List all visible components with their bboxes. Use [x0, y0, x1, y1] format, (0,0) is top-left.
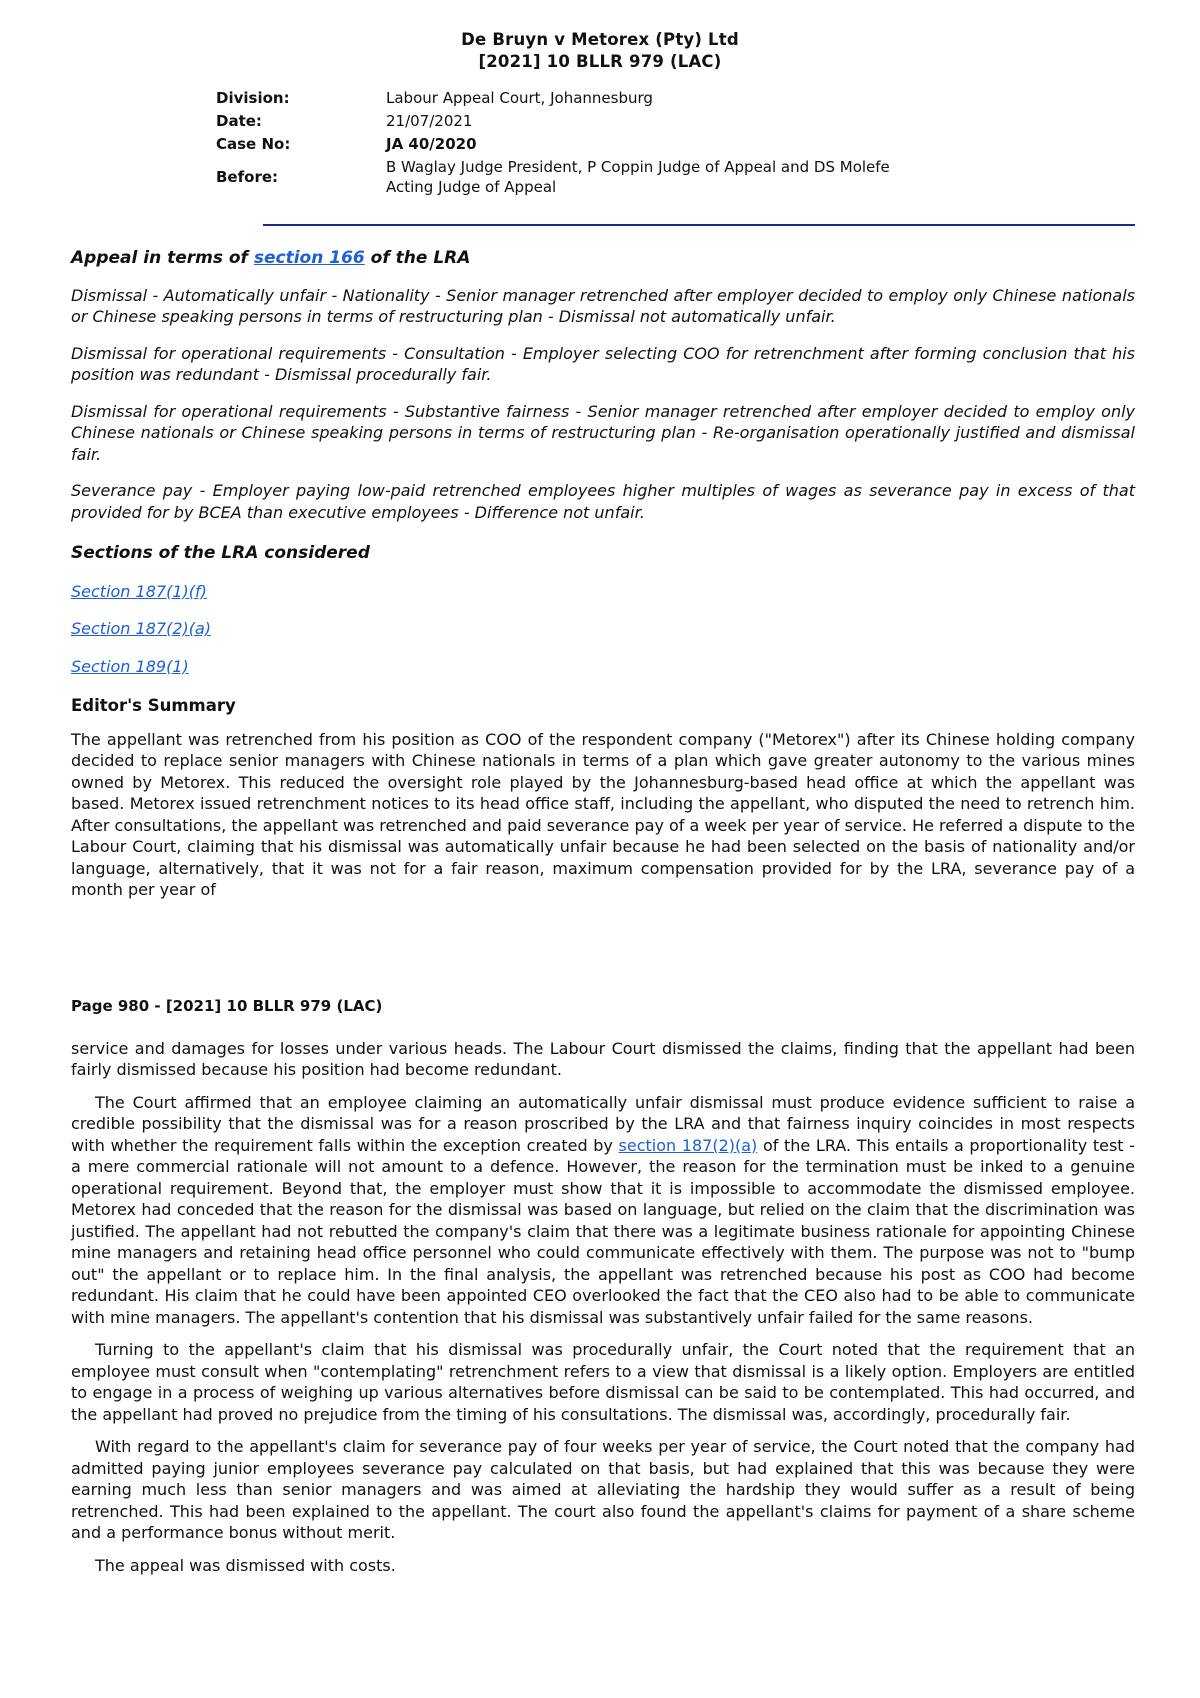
summary-paragraph-1: The appellant was retrenched from his position as COO of the respondent company ("Metorex") after its Chinese holding company decided to replace senior managers with Chinese nationals in terms of a plan which gave greater autonomy to the various mines owned by Metorex. This reduced the oversight role played by the Johannesburg-based head office at which the appellant was based. Metorex issued retrenchment notices to its head office staff, including the appellant, who disputed the need to retrench him. After consultations, the appellant was retrenched and paid severance pay of a week per year of service. He referred a dispute to the Labour Court, claiming that his dismissal was automatically unfair because he had been selected on the basis of nationality and/or language, alternatively, that it was not for a fair reason, maximum compensation provided for by the LRA, severance pay of a month per year of	[71, 729, 1135, 899]
section-187-2-a-inline-link[interactable]: section 187(2)(a)	[618, 1135, 758, 1155]
editors-summary-heading: Editor's Summary	[71, 696, 236, 715]
headnote-1: Dismissal - Automatically unfair - Nationality - Senior manager retrenched after employer decided to employ only Chinese nationals or Chinese speaking persons in terms of restructuring plan - Dismissal not automatically unfair.	[71, 285, 1135, 326]
division-value: Labour Appeal Court, Johannesburg	[386, 89, 653, 107]
appeal-heading	[71, 248, 1135, 270]
court-paragraph-post: of the LRA. This entails a proportionality test - a mere commercial rationale will not amount to a defence. However, the reason for the termination must be inked to a genuine operational requirement. Beyond that, the employer must show that it is impossible to accommodate the dismissed employee. Metorex had conceded that the reason for the dismissal was based on language, but relied on the claim that the discrimination was justified. The appellant had not rebutted the company's claim that there was a legitimate business rationale for appointing Chinese mine managers and retaining head office personnel who could communicate effectively with them. The purpose was not to "bump out" the appellant or to replace him. In the final analysis, the appellant was retrenched because his post as COO had become redundant. His claim that he could have been appointed CEO overlooked the fact that the CEO also had to be able to communicate with mine managers. The appellant's contention that his dismissal was substantively unfair failed for the same reasons.	[71, 1135, 1136, 1327]
before-line-1: B Waglay Judge President, P Coppin Judge of Appeal and DS Molefe	[386, 158, 890, 176]
section-166-link[interactable]: section 166	[253, 248, 365, 268]
before-line-2: Acting Judge of Appeal	[386, 178, 557, 196]
headnote-4: Severance pay - Employer paying low-paid retrenched employees higher multiples of wages as severance pay in excess of that provided for by BCEA than executive employees - Difference not unfair.	[71, 481, 1135, 522]
page-header: Page 980 - [2021] 10 BLLR 979 (LAC)	[71, 997, 383, 1015]
case-metadata-table	[216, 88, 890, 197]
division-label: Division:	[216, 89, 290, 107]
header-divider	[263, 224, 1135, 226]
page-980-section	[71, 996, 1135, 1576]
section-187-1-f-link[interactable]: Section 187(1)(f)	[71, 581, 207, 601]
court-paragraph	[71, 1092, 1135, 1329]
final-paragraph: The appeal was dismissed with costs.	[95, 1555, 396, 1575]
severance-paragraph: With regard to the appellant's claim for severance pay of four weeks per year of service, the Court noted that the company had admitted paying junior employees severance pay calculated on that basis, but had explained that this was because they were earning much less than senior managers and was aimed at alleviating the hardship they would suffer as a result of being retrenched. This had been explained to the appellant. The court also found the appellant's claims for payment of a share scheme and a performance bonus without merit.	[71, 1437, 1135, 1542]
appeal-heading-pre: Appeal in terms of	[71, 248, 254, 268]
court-paragraph-pre: The Court affirmed that an employee claiming an automatically unfair dismissal must produce evidence sufficient to raise a credible possibility that the dismissal was for a reason proscribed by the LRA and that fairness inquiry coincides in most respects with whether the requirement falls within the exception created by	[71, 1092, 1135, 1155]
headnote-2: Dismissal for operational requirements - Consultation - Employer selecting COO for retrenchment after forming conclusion that his position was redundant - Dismissal procedurally fair.	[71, 343, 1135, 384]
case-title: De Bruyn v Metorex (Pty) Ltd	[461, 30, 739, 49]
before-label: Before:	[216, 168, 279, 186]
date-value: 21/07/2021	[386, 112, 473, 130]
continuation-paragraph: service and damages for losses under various heads. The Labour Court dismissed the claims, finding that the appellant had been fairly dismissed because his position had become redundant.	[71, 1038, 1135, 1079]
headnote-3: Dismissal for operational requirements - Substantive fairness - Senior manager retrenched after employer decided to employ only Chinese nationals or Chinese speaking persons in terms of restructuring plan - Re-organisation operationally justified and dismissal fair.	[71, 401, 1135, 464]
case-citation: [2021] 10 BLLR 979 (LAC)	[478, 52, 722, 71]
procedural-paragraph: Turning to the appellant's claim that his dismissal was procedurally unfair, the Court noted that the requirement that an employee must consult when "contemplating" retrenchment refers to a view that dismissal is a likely option. Employers are entitled to engage in a process of weighing up various alternatives before dismissal can be said to be contemplated. This had occurred, and the appellant had proved no prejudice from the timing of his consultations. The dismissal was, accordingly, procedurally fair.	[71, 1340, 1135, 1424]
appeal-heading-post: of the LRA	[364, 248, 471, 268]
before-value	[386, 157, 890, 197]
headnote-section	[71, 248, 1135, 901]
sections-heading: Sections of the LRA considered	[71, 543, 370, 563]
section-189-1-link[interactable]: Section 189(1)	[71, 656, 189, 676]
case-no-label: Case No:	[216, 135, 291, 153]
case-no-value: JA 40/2020	[386, 135, 477, 153]
section-187-2-a-link[interactable]: Section 187(2)(a)	[71, 619, 212, 638]
date-label: Date:	[216, 112, 262, 130]
